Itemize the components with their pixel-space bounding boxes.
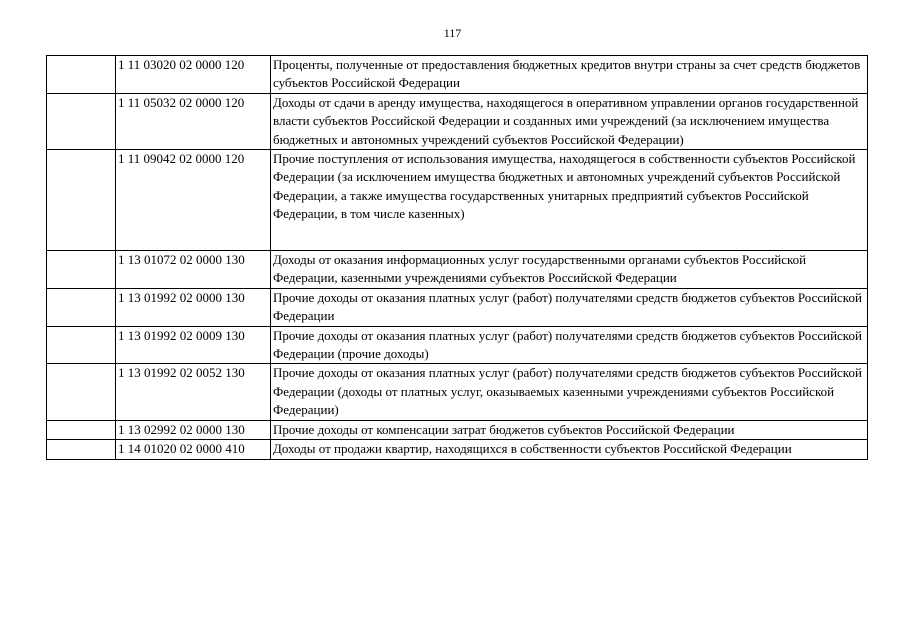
table-row <box>47 251 868 289</box>
revenue-description-cell: Прочие доходы от компенсации затрат бюджетов субъектов Российской Федерации <box>271 420 868 439</box>
empty-cell <box>47 251 116 289</box>
revenue-code-cell: 1 11 09042 02 0000 120 <box>116 150 271 251</box>
table-row <box>47 440 868 459</box>
revenue-code-cell: 1 14 01020 02 0000 410 <box>116 440 271 459</box>
revenue-code-cell: 1 13 01992 02 0052 130 <box>116 364 271 420</box>
revenue-code-cell: 1 11 03020 02 0000 120 <box>116 56 271 94</box>
table-row <box>47 150 868 251</box>
empty-cell <box>47 93 116 149</box>
budget-revenue-table <box>46 55 868 460</box>
empty-cell <box>47 150 116 251</box>
empty-cell <box>47 420 116 439</box>
table-row <box>47 93 868 149</box>
empty-cell <box>47 288 116 326</box>
table-row <box>47 364 868 420</box>
revenue-description-cell: Доходы от продажи квартир, находящихся в собственности субъектов Российской Федерации <box>271 440 868 459</box>
revenue-description-cell: Прочие доходы от оказания платных услуг (работ) получателями средств бюджетов субъектов Российской Федерации <box>271 288 868 326</box>
revenue-description-cell: Проценты, полученные от предоставления бюджетных кредитов внутри страны за счет средств бюджетов субъектов Российской Федерации <box>271 56 868 94</box>
revenue-description-cell: Доходы от оказания информационных услуг государственными органами субъектов Российской Федерации, казенными учреждениями субъектов Российской Федерации <box>271 251 868 289</box>
revenue-description-cell: Прочие доходы от оказания платных услуг (работ) получателями средств бюджетов субъектов Российской Федерации (доходы от платных услуг, оказываемых казенными учреждениями субъектов Российской Федерации) <box>271 364 868 420</box>
empty-cell <box>47 364 116 420</box>
table-row <box>47 420 868 439</box>
revenue-code-cell: 1 13 01992 02 0000 130 <box>116 288 271 326</box>
revenue-code-cell: 1 13 01072 02 0000 130 <box>116 251 271 289</box>
empty-cell <box>47 326 116 364</box>
revenue-description-cell: Доходы от сдачи в аренду имущества, находящегося в оперативном управлении органов государственной власти субъектов Российской Федерации и созданных ими учреждений (за исключением имущества бюджетных и автономных учреждений субъектов Российской Федерации) <box>271 93 868 149</box>
revenue-code-cell: 1 13 02992 02 0000 130 <box>116 420 271 439</box>
table-row <box>47 326 868 364</box>
page-number: 117 <box>443 26 462 40</box>
revenue-code-cell: 1 13 01992 02 0009 130 <box>116 326 271 364</box>
revenue-description-cell: Прочие доходы от оказания платных услуг (работ) получателями средств бюджетов субъектов Российской Федерации (прочие доходы) <box>271 326 868 364</box>
empty-cell <box>47 440 116 459</box>
table-row <box>47 56 868 94</box>
table-row <box>47 288 868 326</box>
empty-cell <box>47 56 116 94</box>
revenue-code-cell: 1 11 05032 02 0000 120 <box>116 93 271 149</box>
revenue-description-cell: Прочие поступления от использования имущества, находящегося в собственности субъектов Российской Федерации (за исключением имущества бюджетных и автономных учреждений субъектов Российской Федерации, а также имущества государственных унитарных предприятий субъектов Российской Федерации, в том числе казенных) <box>271 150 868 251</box>
